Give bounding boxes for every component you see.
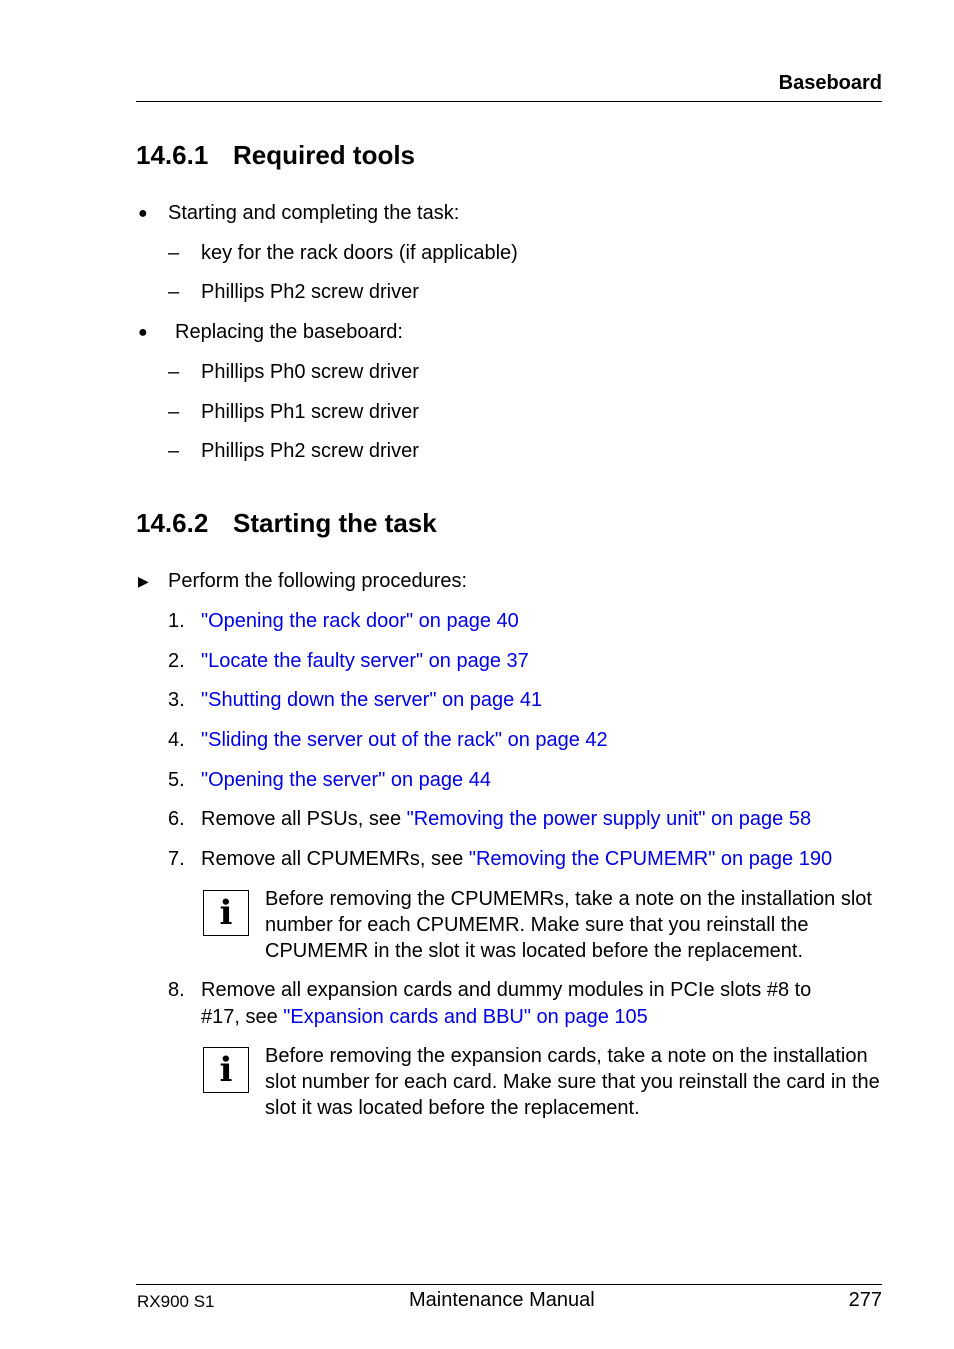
step-number: 3.	[168, 689, 185, 711]
dash-marker: –	[168, 401, 180, 423]
bullet-icon: ●	[138, 324, 148, 341]
step-marker-icon: ▶	[138, 573, 149, 589]
info-icon: i	[203, 1047, 249, 1093]
section-title: Starting the task	[233, 508, 437, 538]
list-item: Phillips Ph2 screw driver	[201, 281, 419, 303]
section-heading-starting-task	[136, 508, 437, 539]
dash-marker: –	[168, 361, 180, 383]
list-item: Phillips Ph0 screw driver	[201, 361, 419, 383]
step-number: 7.	[168, 848, 185, 870]
info-icon: i	[203, 890, 249, 936]
footer-model: RX900 S1	[137, 1292, 215, 1311]
list-item: key for the rack doors (if applicable)	[201, 242, 518, 264]
step-number: 4.	[168, 729, 185, 751]
cross-reference-link[interactable]: "Locate the faulty server" on page 37	[201, 650, 529, 672]
step-text	[201, 1005, 648, 1029]
section-title: Required tools	[233, 140, 416, 170]
cross-reference-link[interactable]: "Expansion cards and BBU" on page 105	[283, 1006, 648, 1028]
step-number: 8.	[168, 979, 185, 1001]
step-number: 6.	[168, 808, 185, 830]
running-header: Baseboard	[778, 72, 882, 94]
section-heading-required-tools	[136, 140, 415, 171]
cross-reference-link[interactable]: "Shutting down the server" on page 41	[201, 689, 543, 711]
page-number: 277	[848, 1289, 882, 1311]
step-prefix: Remove all expansion cards and dummy modules in PCIe slots #8 to	[201, 979, 812, 1001]
section-number: 14.6.2	[136, 508, 209, 538]
list-item: Phillips Ph2 screw driver	[201, 440, 419, 462]
list-item: Phillips Ph1 screw driver	[201, 401, 419, 423]
header-rule	[136, 101, 882, 102]
step-intro: Perform the following procedures:	[168, 570, 468, 592]
step-prefix: #17, see	[201, 1006, 284, 1028]
note-text: Before removing the CPUMEMRs, take a note on the installation slot number for each CPUMEMR. Make sure that you reinstall the CPUMEMR in the slot it was located before the replacement.	[265, 888, 872, 962]
step-text	[201, 807, 811, 831]
step-prefix: Remove all PSUs, see	[201, 808, 407, 830]
dash-marker: –	[168, 281, 180, 303]
step-number: 1.	[168, 610, 185, 632]
cross-reference-link[interactable]: "Removing the power supply unit" on page 58	[406, 808, 812, 830]
section-number: 14.6.1	[136, 140, 209, 170]
note-text: Before removing the expansion cards, take a note on the installation slot number for each card. Make sure that you reinstall the card in the slot it was located before the replacement.	[265, 1045, 880, 1119]
cross-reference-link[interactable]: "Sliding the server out of the rack" on page 42	[201, 729, 608, 751]
step-text	[201, 847, 832, 871]
dash-marker: –	[168, 440, 180, 462]
step-prefix: Remove all CPUMEMRs, see	[201, 848, 469, 870]
cross-reference-link[interactable]: "Opening the rack door" on page 40	[201, 610, 519, 632]
step-number: 2.	[168, 650, 185, 672]
list-item: Replacing the baseboard:	[175, 321, 403, 343]
cross-reference-link[interactable]: "Removing the CPUMEMR" on page 190	[468, 848, 833, 870]
bullet-icon: ●	[138, 205, 148, 222]
list-item: Starting and completing the task:	[168, 202, 460, 224]
footer-manual-title: Maintenance Manual	[409, 1289, 595, 1311]
footer-rule	[136, 1284, 882, 1285]
dash-marker: –	[168, 242, 180, 264]
cross-reference-link[interactable]: "Opening the server" on page 44	[201, 769, 491, 791]
step-number: 5.	[168, 769, 185, 791]
